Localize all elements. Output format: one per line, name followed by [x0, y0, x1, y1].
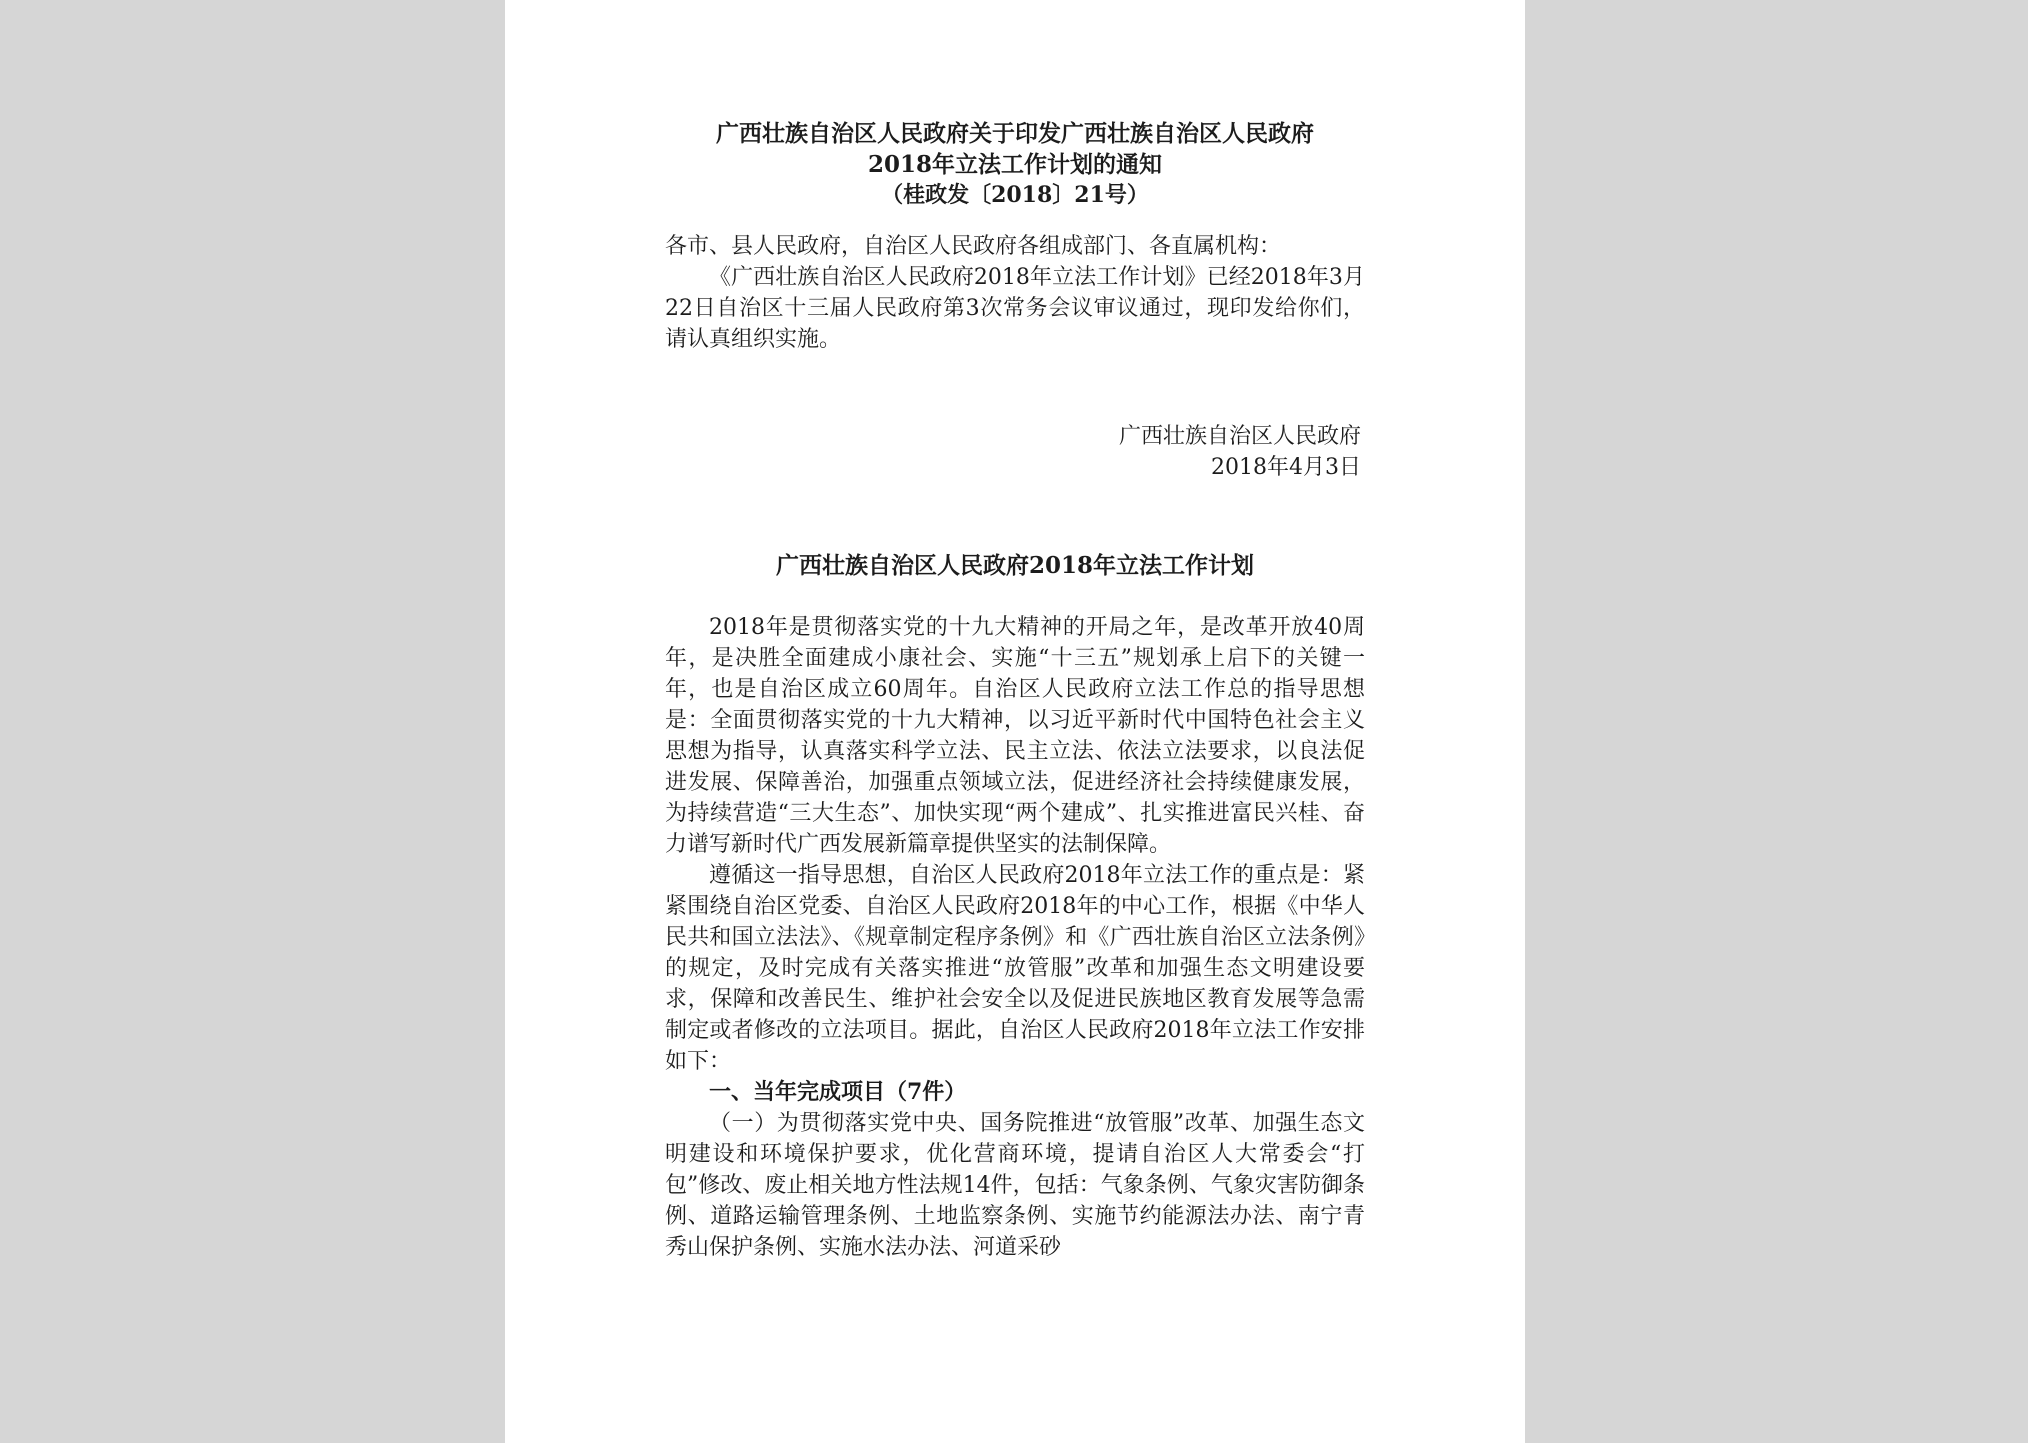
section-heading-1: 一、当年完成项目（7件）	[709, 1079, 967, 1105]
salutation: 各市、县人民政府，自治区人民政府各组成部门、各直属机构：	[665, 234, 1282, 259]
plan-paragraph-3: （一）为贯彻落实党中央、国务院推进“放管服”改革、加强生态文明建设和环境保护要求，优化营商环境，提请自治区人大常委会“打包”修改、废止相关地方性法规14件，包括：气象条例、气象灾害防御条例、道路运输管理条例、土地监察条例、实施节约能源法办法、南宁青秀山保护条例、实施水法办法、河道采砂	[665, 1111, 1365, 1260]
plan-paragraph-2: 遵循这一指导思想，自治区人民政府2018年立法工作的重点是：紧紧围绕自治区党委、自治区人民政府2018年的中心工作，根据《中华人民共和国立法法》、《规章制定程序条例》和《广西壮族自治区立法条例》的规定，及时完成有关落实推进“放管服”改革和加强生态文明建设要求，保障和改善民生、维护社会安全以及促进民族地区教育发展等急需制定或者修改的立法项目。据此，自治区人民政府2018年立法工作安排如下：	[665, 863, 1365, 1074]
document-number: （桂政发〔2018〕21号）	[881, 182, 1149, 208]
notice-title: 广西壮族自治区人民政府关于印发广西壮族自治区人民政府2018年立法工作计划的通知	[716, 120, 1314, 178]
document-page	[505, 0, 1525, 1443]
issue-date: 2018年4月3日	[1211, 455, 1361, 480]
issuer-name: 广西壮族自治区人民政府	[1118, 424, 1361, 449]
plan-body	[665, 612, 1365, 1263]
signature-block	[665, 421, 1365, 483]
plan-paragraph-1: 2018年是贯彻落实党的十九大精神的开局之年，是改革开放40周年，是决胜全面建成小康社会、实施“十三五”规划承上启下的关键一年，也是自治区成立60周年。自治区人民政府立法工作总的指导思想是：全面贯彻落实党的十九大精神，以习近平新时代中国特色社会主义思想为指导，认真落实科学立法、民主立法、依法立法要求，以良法促进发展、保障善治，加强重点领域立法，促进经济社会持续健康发展，为持续营造“三大生态”、加快实现“两个建成”、扎实推进富民兴桂、奋力谱写新时代广西发展新篇章提供坚实的法制保障。	[665, 615, 1365, 857]
document-content	[665, 118, 1365, 1263]
plan-title: 广西壮族自治区人民政府2018年立法工作计划	[775, 552, 1254, 579]
notice-body: 《广西壮族自治区人民政府2018年立法工作计划》已经2018年3月22日自治区十三届人民政府第3次常务会议审议通过，现印发给你们，请认真组织实施。	[665, 265, 1365, 352]
